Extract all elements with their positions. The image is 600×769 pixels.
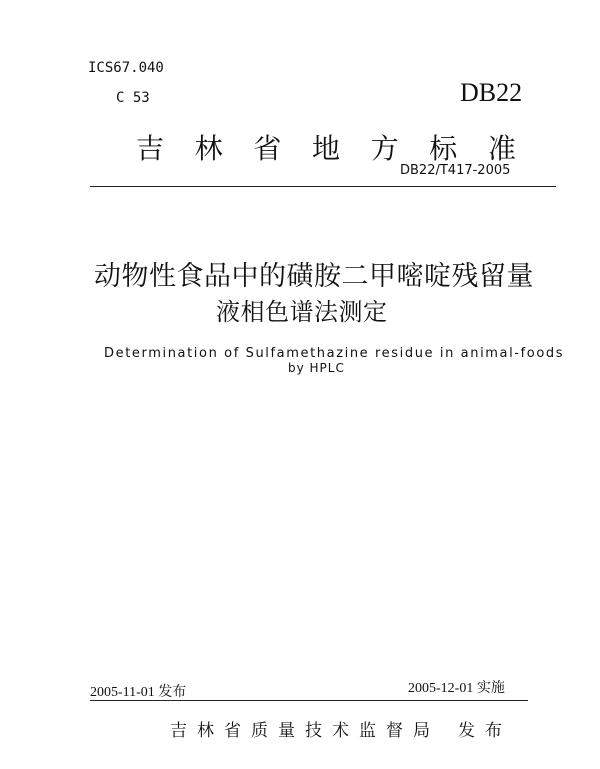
document-title-line1: 动物性食品中的磺胺二甲嘧啶残留量 xyxy=(94,261,534,292)
publisher-char: 监 xyxy=(359,721,376,741)
publisher-char: 质 xyxy=(251,721,268,741)
publisher-char: 局 xyxy=(413,721,430,741)
header-divider xyxy=(90,186,556,187)
issue-date: 2005-11-01 发布 xyxy=(90,685,187,700)
english-title-line2: by HPLC xyxy=(288,361,345,375)
standard-number: DB22/T417-2005 xyxy=(400,163,511,178)
publisher-action: 发布 xyxy=(458,721,512,741)
standard-title-char: 吉 xyxy=(136,132,165,165)
publisher-line xyxy=(170,716,512,741)
document-title-line2: 液相色谱法测定 xyxy=(216,298,388,326)
standard-code: DB22 xyxy=(460,78,523,107)
publisher-char: 省 xyxy=(224,721,241,741)
standard-title xyxy=(136,127,516,167)
ics-code: ICS67.040 xyxy=(88,60,164,76)
publisher-char: 吉 xyxy=(170,721,187,741)
ccs-code: C 53 xyxy=(116,90,150,106)
publisher-char: 术 xyxy=(332,721,349,741)
standard-title-char: 省 xyxy=(253,132,282,165)
publisher-char: 技 xyxy=(305,721,322,741)
publisher-char: 量 xyxy=(278,721,295,741)
standard-title-char: 地 xyxy=(311,132,340,165)
standard-title-char: 方 xyxy=(370,132,399,165)
english-title-line1: Determination of Sulfamethazine residue in animal-foods xyxy=(104,346,565,361)
footer-divider xyxy=(90,700,528,701)
publisher-org xyxy=(170,716,430,741)
standard-title-char: 准 xyxy=(487,132,516,165)
standard-title-char: 标 xyxy=(429,132,458,165)
publisher-char: 林 xyxy=(197,721,214,741)
implementation-date: 2005-12-01 实施 xyxy=(408,681,505,696)
standard-title-char: 林 xyxy=(194,132,223,165)
publisher-char: 督 xyxy=(386,721,403,741)
